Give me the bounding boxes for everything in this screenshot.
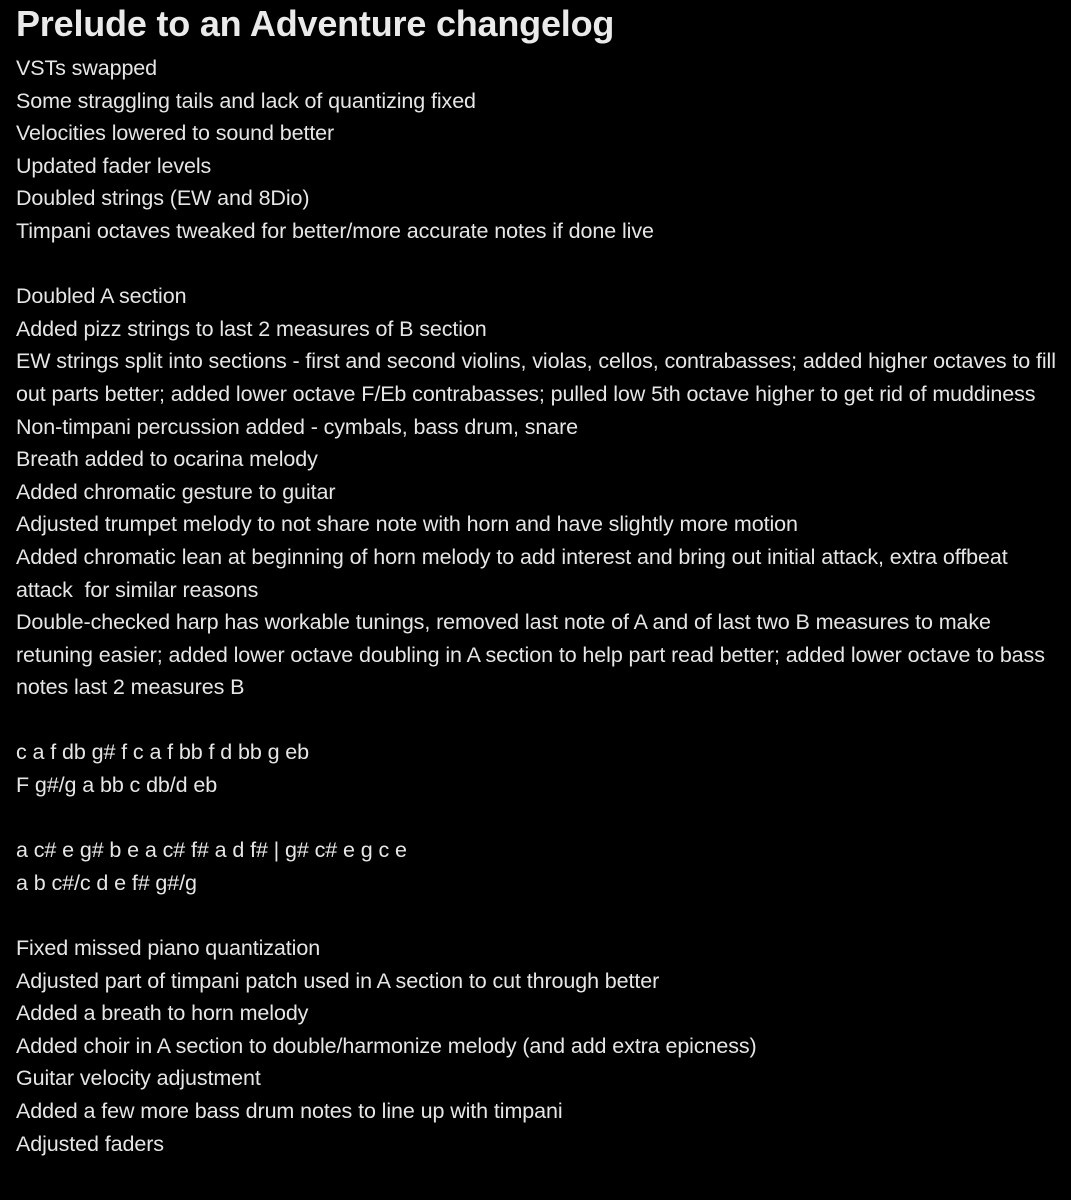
note-line: Doubled strings (EW and 8Dio) (16, 186, 310, 211)
note-line: Timpani octaves tweaked for better/more accurate notes if done live (16, 218, 654, 243)
note-line: Guitar velocity adjustment (16, 1066, 261, 1091)
note-title[interactable]: Prelude to an Adventure changelog (16, 3, 615, 44)
note-line: Added pizz strings to last 2 measures of B section (16, 316, 487, 341)
note-line: Adjusted faders (16, 1131, 164, 1156)
note-line: Added chromatic gesture to guitar (16, 479, 336, 504)
note-line: Updated fader levels (16, 153, 212, 178)
blank-line (16, 704, 1061, 737)
note-line: Velocities lowered to sound better (16, 121, 335, 146)
note-sequence-line: a c# e g# b e a c# f# a d f# | g# c# e g c e (16, 838, 407, 863)
note-line: Non-timpani percussion added - cymbals, bass drum, snare (16, 414, 579, 439)
note-line: EW strings split into sections - first and second violins, violas, cellos, contrabasses; added higher octaves to fill out parts better; added lower octave F/Eb contrabasses; pulled low 5th octave higher to get rid of muddiness (16, 349, 1062, 406)
note-sequence-line: F g#/g a bb c db/d eb (16, 773, 218, 798)
note-line: VSTs swapped (16, 56, 158, 80)
note-line: Added a breath to horn melody (16, 1001, 309, 1026)
blank-line (16, 899, 1061, 932)
note-sequence-line: a b c#/c d e f# g#/g (16, 870, 197, 895)
blank-line (16, 248, 1061, 281)
note-line: Fixed missed piano quantization (16, 936, 321, 961)
note-body[interactable] (16, 52, 1061, 1160)
note-line: Added chromatic lean at beginning of horn melody to add interest and bring out initial attack, extra offbeat attack for similar reasons (16, 544, 1014, 602)
note-line: Breath added to ocarina melody (16, 447, 318, 472)
note-line: Adjusted part of timpani patch used in A section to cut through better (16, 968, 660, 993)
note-line: Double-checked harp has workable tunings, removed last note of A and of last two B measures to make retuning easier; added lower octave doubling in A section to help part read better; added lower octave to bass notes last 2 measures B (16, 610, 1051, 700)
blank-line (16, 802, 1061, 835)
note-sequence-line: c a f db g# f c a f bb f d bb g eb (16, 740, 310, 765)
note-line: Adjusted trumpet melody to not share note with horn and have slightly more motion (16, 512, 798, 537)
note-line: Added choir in A section to double/harmonize melody (and add extra epicness) (16, 1033, 757, 1058)
note-line: Some straggling tails and lack of quantizing fixed (16, 88, 476, 113)
note-line: Added a few more bass drum notes to line up with timpani (16, 1099, 563, 1123)
note-line: Doubled A section (16, 284, 187, 309)
